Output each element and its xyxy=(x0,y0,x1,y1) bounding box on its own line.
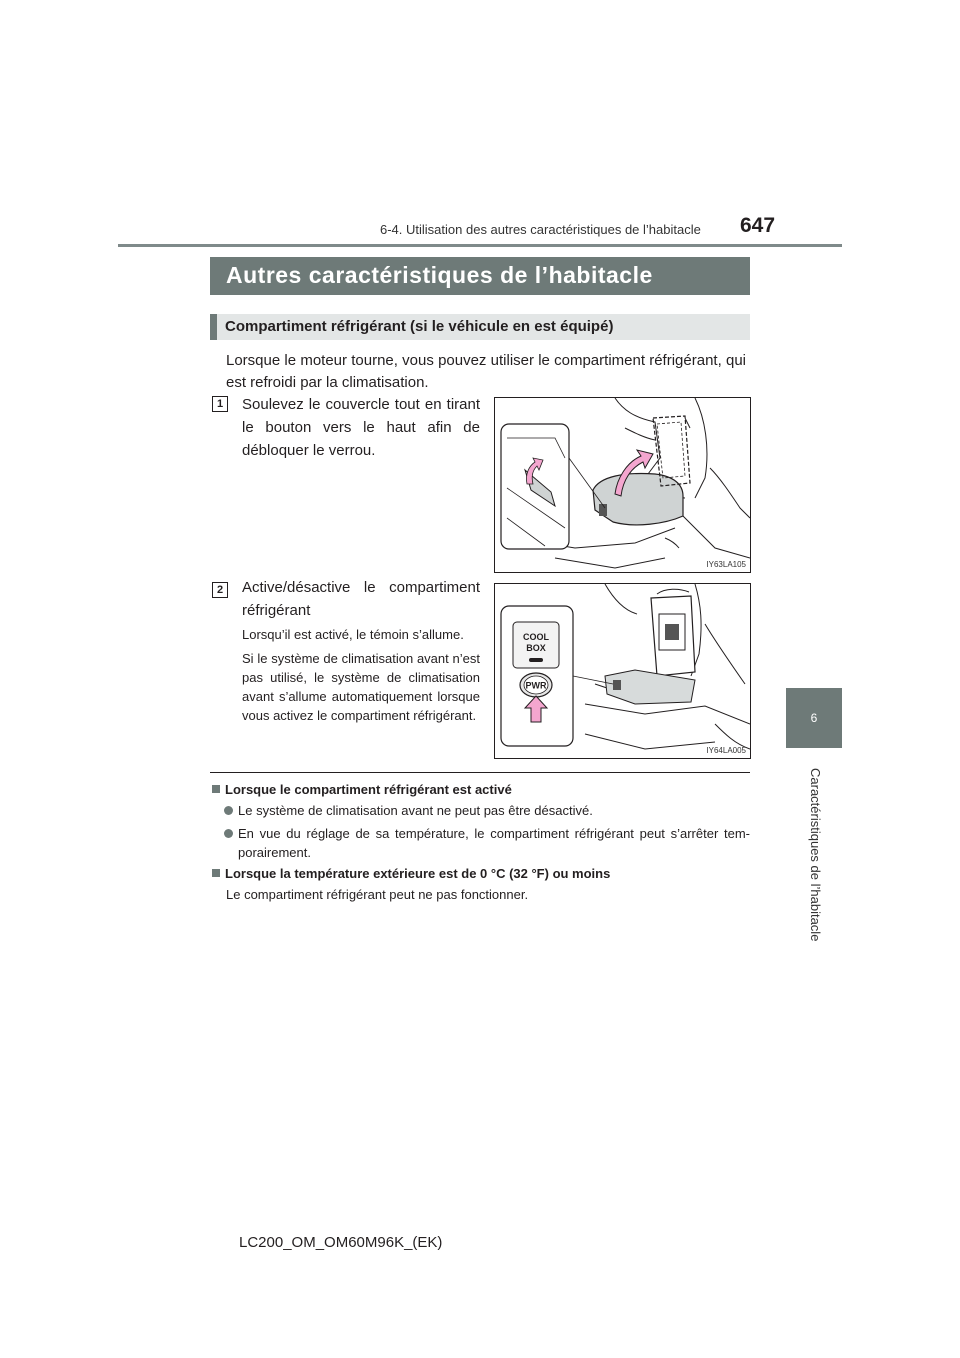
square-bullet-icon xyxy=(212,785,220,793)
coolbox-illustration xyxy=(495,584,750,758)
indicator-light xyxy=(529,658,543,662)
note-2-heading: Lorsque la température extérieure est de 0 °C (32 °F) ou moins xyxy=(212,866,610,881)
page-number: 647 xyxy=(740,214,776,237)
figure-armrest-open xyxy=(494,397,751,573)
intro-paragraph: Lorsque le moteur tourne, vous pouvez utiliser le compartiment réfrigérant, qui est refroidi par la climatisation. xyxy=(226,352,746,391)
cool-label: COOL xyxy=(523,632,549,642)
section-header: 6-4. Utilisation des autres caractéristiques de l’habitacle xyxy=(380,222,701,237)
round-bullet-icon xyxy=(224,806,233,815)
figure-code: IY64LA005 xyxy=(706,746,746,755)
pwr-label: PWR xyxy=(525,680,547,691)
chapter-number: 6 xyxy=(810,711,818,725)
chapter-tab xyxy=(786,688,842,748)
box-label: BOX xyxy=(526,643,546,653)
subtitle-accent xyxy=(210,314,217,340)
note-1-bullet-2: En vue du réglage de sa température, le compartiment réfrigérant peut s’arrêter temporairement. xyxy=(224,824,750,862)
step-2-note-2: Si le système de climatisation avant n’est pas utilisé, le système de climatisation avant s’allume automatiquement lorsque vous activez le compartiment réfrigérant. xyxy=(242,651,480,723)
square-bullet-icon xyxy=(212,869,220,877)
note-1-heading: Lorsque le compartiment réfrigérant est activé xyxy=(212,782,512,797)
note-2-body: Le compartiment réfrigérant peut ne pas fonctionner. xyxy=(226,887,529,902)
round-bullet-icon xyxy=(224,829,233,838)
page-title: Autres caractéristiques de l’habitacle xyxy=(226,262,653,288)
step-2-text: Active/désactive le compartiment réfrigérant xyxy=(242,579,480,619)
step-2-note-1: Lorsqu’il est activé, le témoin s’allume. xyxy=(242,627,464,642)
notes-rule xyxy=(210,772,750,773)
document-code: LC200_OM_OM60M96K_(EK) xyxy=(239,1234,443,1251)
header-rule xyxy=(118,244,842,247)
chapter-title: Caractéristiques de l’habitacle xyxy=(808,768,823,942)
figure-coolbox-button xyxy=(494,583,751,759)
armrest-lid xyxy=(593,474,683,525)
figure-code: IY63LA105 xyxy=(706,560,746,569)
step-number-1: 1 xyxy=(212,396,228,412)
step-number-2: 2 xyxy=(212,582,228,598)
section-subtitle: Compartiment réfrigérant (si le véhicule en est équipé) xyxy=(225,318,614,335)
note-1-bullet-1: Le système de climatisation avant ne peut pas être désactivé. xyxy=(224,801,750,820)
step-1-text: Soulevez le couvercle tout en tirant le bouton vers le haut afin de débloquer le verrou. xyxy=(242,396,480,459)
armrest-illustration xyxy=(495,398,750,572)
